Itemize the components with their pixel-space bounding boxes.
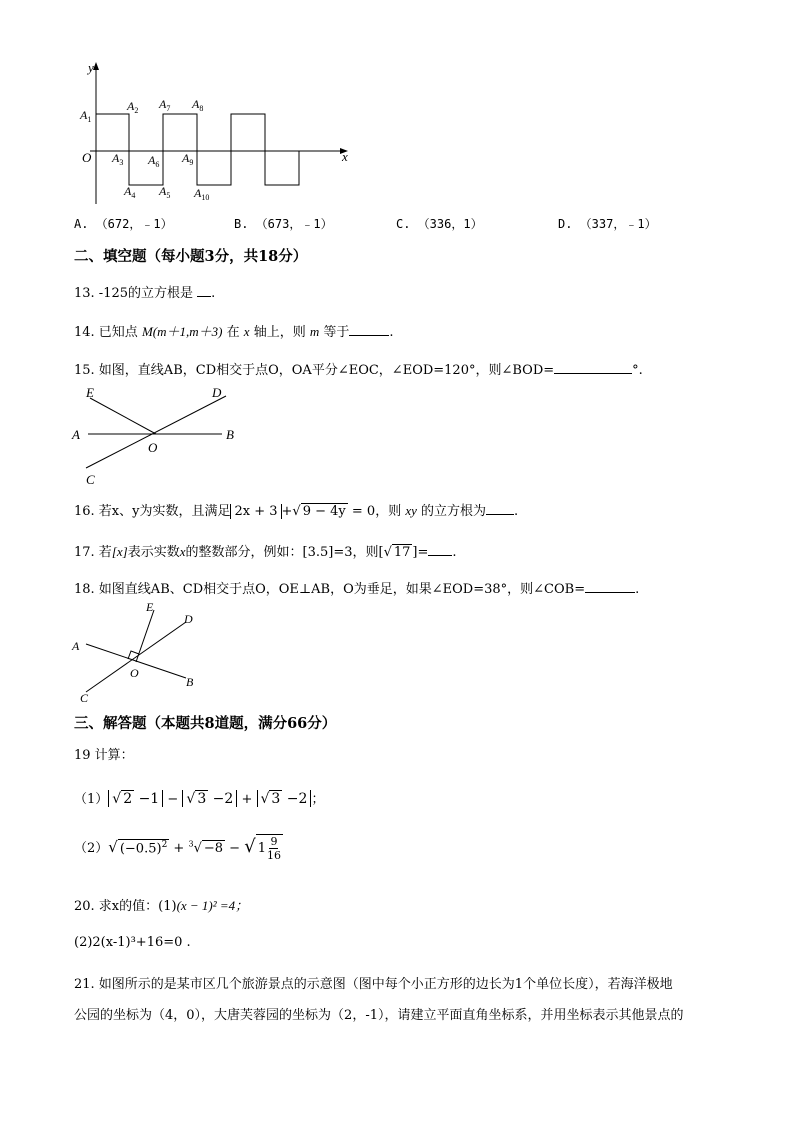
svg-text:O: O — [148, 440, 158, 455]
abs-value-expr: 2x + 3 — [230, 504, 281, 519]
question-15: 15. 如图，直线AB，CD相交于点O，OA平分∠EOC，∠EOD=120°，则∠BOD= °. — [74, 363, 643, 378]
svg-text:D: D — [212, 385, 222, 400]
y-axis-arrow — [93, 62, 99, 70]
question-21-line-2: 公园的坐标为（4，0），大唐芙蓉园的坐标为（2，-1），请建立平面直角坐标系，并用坐标表示其他景点的 — [74, 1008, 684, 1023]
question-18: 18. 如图直线AB、CD相交于点O，OE⊥AB，O为垂足，如果∠EOD=38°，则∠COB= . — [74, 582, 640, 597]
question-20: 20. 求x的值：(1)(x − 1)² =4； — [74, 898, 249, 914]
label-a5: $A_5$ — [159, 184, 171, 200]
svg-text:A: A — [72, 639, 80, 653]
svg-text:D: D — [184, 612, 193, 626]
svg-text:B: B — [186, 675, 194, 689]
question-19-part-2: （2）√ $(-0.5)^2 + ^3√ -8$ − √ 1 9 16 — [74, 835, 281, 862]
question-14: 14. 已知点 M(m＋1,m＋3) 在 x 轴上，则 m 等于 . — [74, 324, 394, 340]
figure-15 — [68, 382, 248, 486]
sqrt-expr: 9 − 4y — [302, 504, 346, 519]
question-17: 17. 若[x]表示实数x的整数部分，例如：[3.5]=3，则[√ 17 ]= . — [74, 544, 457, 560]
option-b[interactable]: B. （673，﹣1） — [234, 217, 333, 231]
svg-text:E: E — [146, 600, 154, 614]
answer-blank-13[interactable] — [197, 284, 211, 297]
svg-text:B: B — [226, 427, 234, 442]
option-c[interactable]: C. （336，1） — [396, 217, 483, 231]
label-a9: $A_9$ — [182, 151, 194, 167]
svg-text:A: A — [72, 427, 80, 442]
label-a7: $A_7$ — [159, 97, 171, 113]
question-19-part-1: （1） √ 2 −1 − √ 3 −2 + √ 3 −2 ； — [74, 791, 325, 807]
answer-blank-18[interactable] — [585, 580, 635, 593]
label-a10: $A_{10}$ — [194, 186, 210, 202]
answer-blank-16[interactable] — [486, 502, 514, 515]
answer-blank-14[interactable] — [349, 323, 389, 336]
label-a3: $A_3$ — [112, 151, 124, 167]
section-2-heading: 二、填空题（每小题3分，共18分） — [74, 248, 308, 265]
origin-label: O — [82, 150, 92, 165]
line-cd — [86, 622, 186, 692]
question-21-line-1: 21. 如图所示的是某市区几个旅游景点的示意图（图中每个小正方形的边长为1个单位长度），若海洋极地 — [74, 977, 673, 992]
ray-oe — [90, 398, 156, 434]
x-label: x — [342, 149, 348, 164]
step-path — [96, 114, 299, 185]
question-20-part-2: (2)2(x-1)³+16=0 . — [74, 935, 191, 950]
question-16: 16. 若x、y为实数，且满足 2x + 3 +√ 9 − 4y = 0，则 xy 的立方根为 . — [74, 503, 519, 519]
svg-text:C: C — [80, 691, 89, 705]
figure-18 — [68, 598, 208, 706]
section-3-heading: 三、解答题（本题共8道题，满分66分） — [74, 715, 337, 732]
svg-text:E: E — [86, 385, 94, 400]
answer-blank-17[interactable] — [428, 543, 452, 556]
label-a8: $A_8$ — [192, 97, 204, 113]
question-13: 13. -125的立方根是 . — [74, 286, 216, 301]
label-a1: $A_1$ — [80, 108, 92, 124]
label-a6: $A_6$ — [148, 153, 160, 169]
option-a[interactable]: A. （672，﹣1） — [74, 217, 173, 231]
step-graph — [70, 58, 360, 208]
svg-text:O: O — [130, 666, 139, 680]
label-a4: $A_4$ — [124, 184, 136, 200]
answer-blank-15[interactable] — [554, 361, 632, 374]
svg-text:C: C — [86, 472, 95, 486]
question-19-title: 19 计算： — [74, 748, 134, 763]
option-d[interactable]: D. （337，﹣1） — [558, 217, 657, 231]
y-label: y — [88, 60, 94, 75]
label-a2: $A_2$ — [127, 99, 139, 115]
